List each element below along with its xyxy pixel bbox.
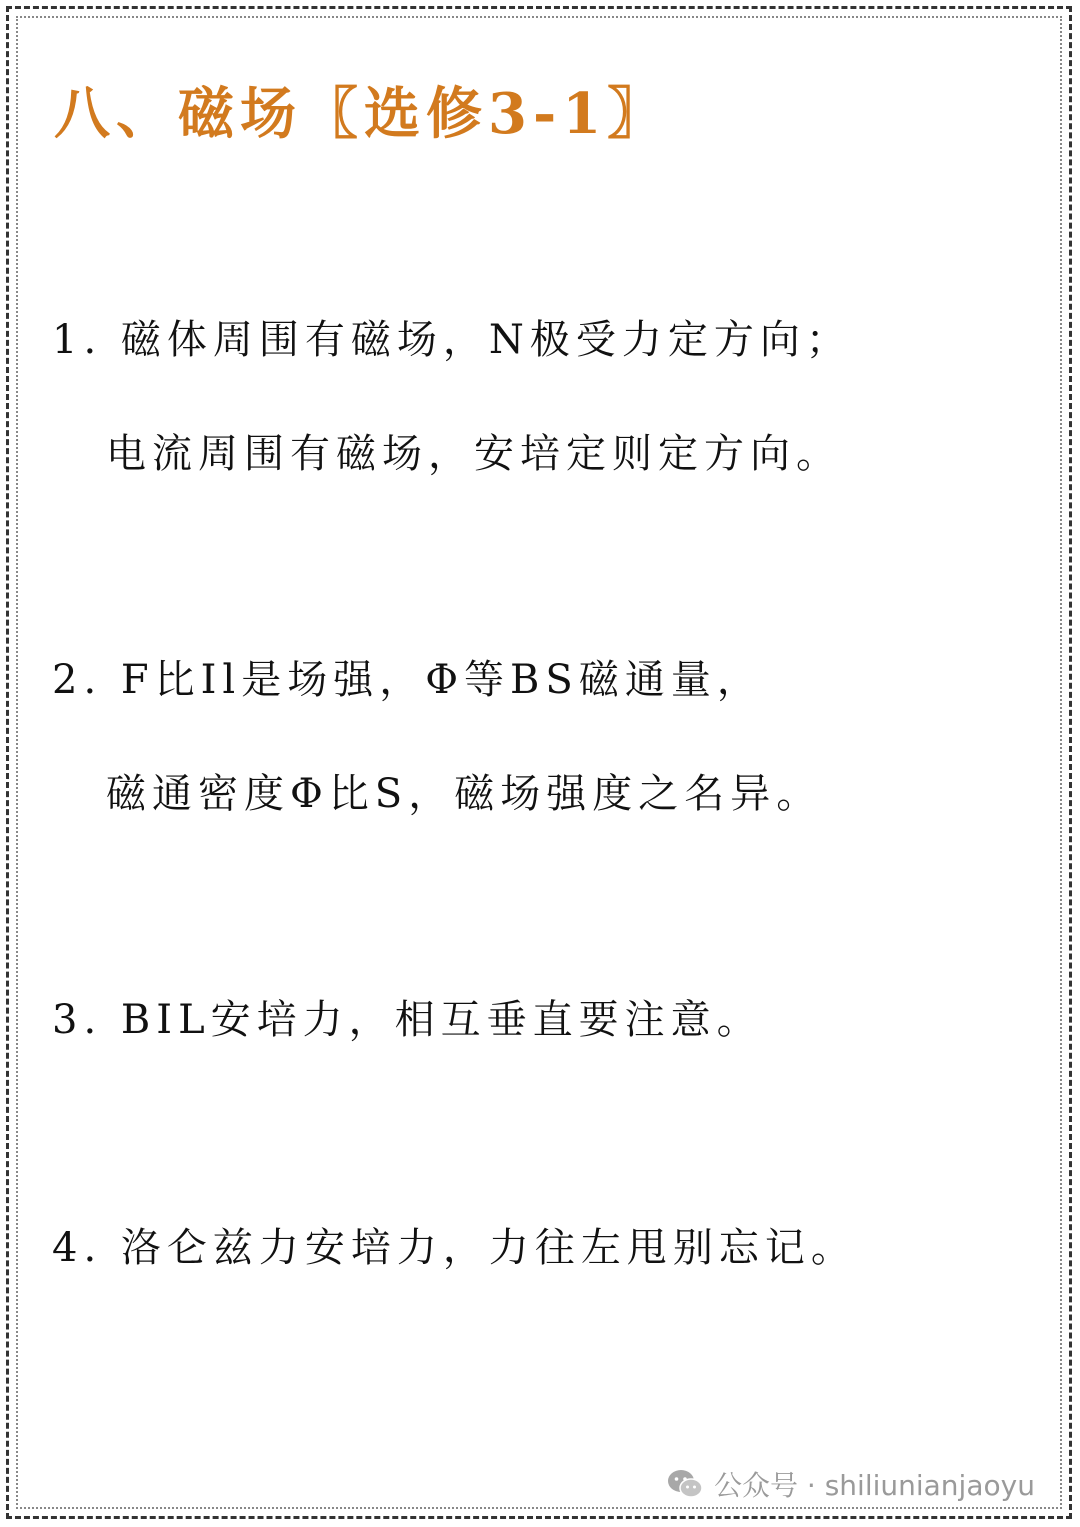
item-2-line-2: 磁通密度Φ比S，磁场强度之名异。: [106, 771, 823, 817]
wechat-icon: [666, 1468, 704, 1500]
section-title: 八、磁场〖选修3-1〗: [54, 81, 670, 147]
page-border-inner: [16, 16, 1062, 1509]
item-1-line-2: 电流周围有磁场，安培定则定方向。: [106, 431, 842, 477]
item-2-line-1: 2. F比Il是场强，Φ等BS磁通量，: [52, 657, 763, 703]
item-1-line-1: 1. 磁体周围有磁场，N极受力定方向；: [52, 317, 852, 363]
watermark-text: 公众号 · shiliunianjaoyu: [714, 1469, 1035, 1502]
item-4-line-1: 4. 洛仑兹力安培力，力往左甩别忘记。: [52, 1225, 857, 1271]
watermark: [666, 1462, 1035, 1506]
item-3-line-1: 3. BIL安培力，相互垂直要注意。: [52, 997, 763, 1043]
